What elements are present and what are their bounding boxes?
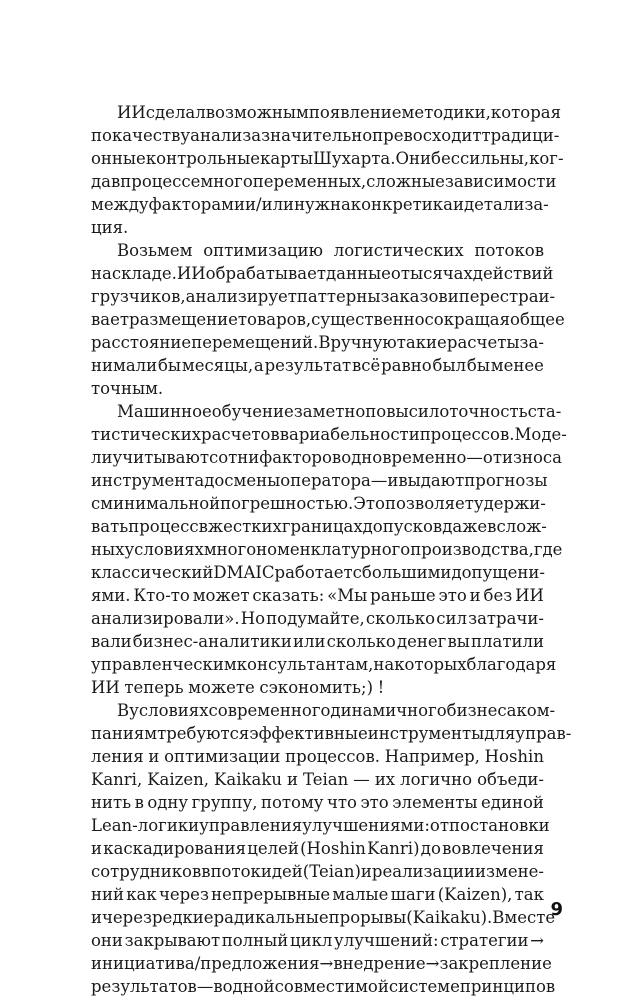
text-line: Машинное обучение заметно повысило точность ста- [117,402,562,421]
page-number: 9 [550,899,563,920]
text-line: Lean-логики управления улучшениями: от постановки [91,816,550,835]
text-line: В условиях современного динамичного бизнеса ком- [117,701,556,720]
text-line: нимали бы месяцы, а результат всё равно был бы менее [91,356,544,375]
body-text [91,101,572,998]
text-line: вает размещение товаров, существенно сокращая общее [91,310,565,329]
text-line: онные контрольные карты Шухарта. Они бессильны, ког- [91,149,564,168]
text-line: ями. Кто-то может сказать: «Мы раньше это и без ИИ [91,586,544,605]
text-line: на складе. ИИ обрабатывает данные о тысячах действий [91,264,554,283]
text-line: ли учитывают сотни факторов одновременно — от износа [91,448,562,467]
text-line: ления и оптимизации процессов. Например, Hoshin [91,747,544,766]
text-line: анализировали». Но подумайте, сколько сил затрачи- [91,609,544,628]
text-line: инициатива/предложения → внедрение → закрепление [91,954,552,973]
text-line: грузчиков, анализирует паттерны заказов и перестраи- [91,287,556,306]
text-line: они закрывают полный цикл улучшений: стратегии → [91,931,544,950]
text-line: ИИ теперь можете сэкономить;) ! [91,678,385,697]
text-line: расстояние перемещений. Вручную такие расчеты за- [91,333,544,352]
text-line: Возьмем оптимизацию логистических потоков [117,241,544,260]
text-line: ных условиях многономенклатурного производства, где [91,540,563,559]
text-line: ция. [91,218,129,237]
text-line: точным. [91,379,164,398]
text-line: ний как через непрерывные малые шаги (Kaizen), так [91,885,544,904]
text-line: да в процессе много переменных, сложные зависимости [91,172,557,191]
text-line: инструмента до смены оператора — и выдают прогнозы [91,471,548,490]
text-line: и каскадирования целей (Hoshin Kanri) до вовлечения [91,839,544,858]
text-line: Kanri, Kaizen, Kaikaku и Teian — их логично объеди- [91,770,544,789]
text-line: управленческим консультантам, на которых благодаря [91,655,557,674]
text-line: паниям требуются эффективные инструменты для управ- [91,724,572,743]
text-line: по качеству анализа значительно превосходит традици- [91,126,560,145]
text-line: и через редкие радикальные прорывы (Kaikaku). Вместе [91,908,556,927]
text-line: нить в одну группу, потому что это элементы единой [91,793,544,812]
text-line: результатов — в одной совместимой системе принципов [91,977,556,996]
text-line: вали бизнес-аналитики или сколько денег вы платили [91,632,544,651]
text-line: тистических расчетов вариабельности процессов. Моде- [91,425,567,444]
text-line: ИИ сделал возможным появление методики, которая [117,103,562,122]
text-line: вать процесс в жестких границах допусков даже в слож- [91,517,547,536]
text-line: классический DMAIC работает с большими допущени- [91,563,545,582]
text-line: между факторами и/или нужна конкретика и детализа- [91,195,549,214]
text-line: с минимальной погрешностью. Это позволяет удержи- [91,494,546,513]
text-line: сотрудников в поток идей (Teian) и реализации измене- [91,862,544,881]
